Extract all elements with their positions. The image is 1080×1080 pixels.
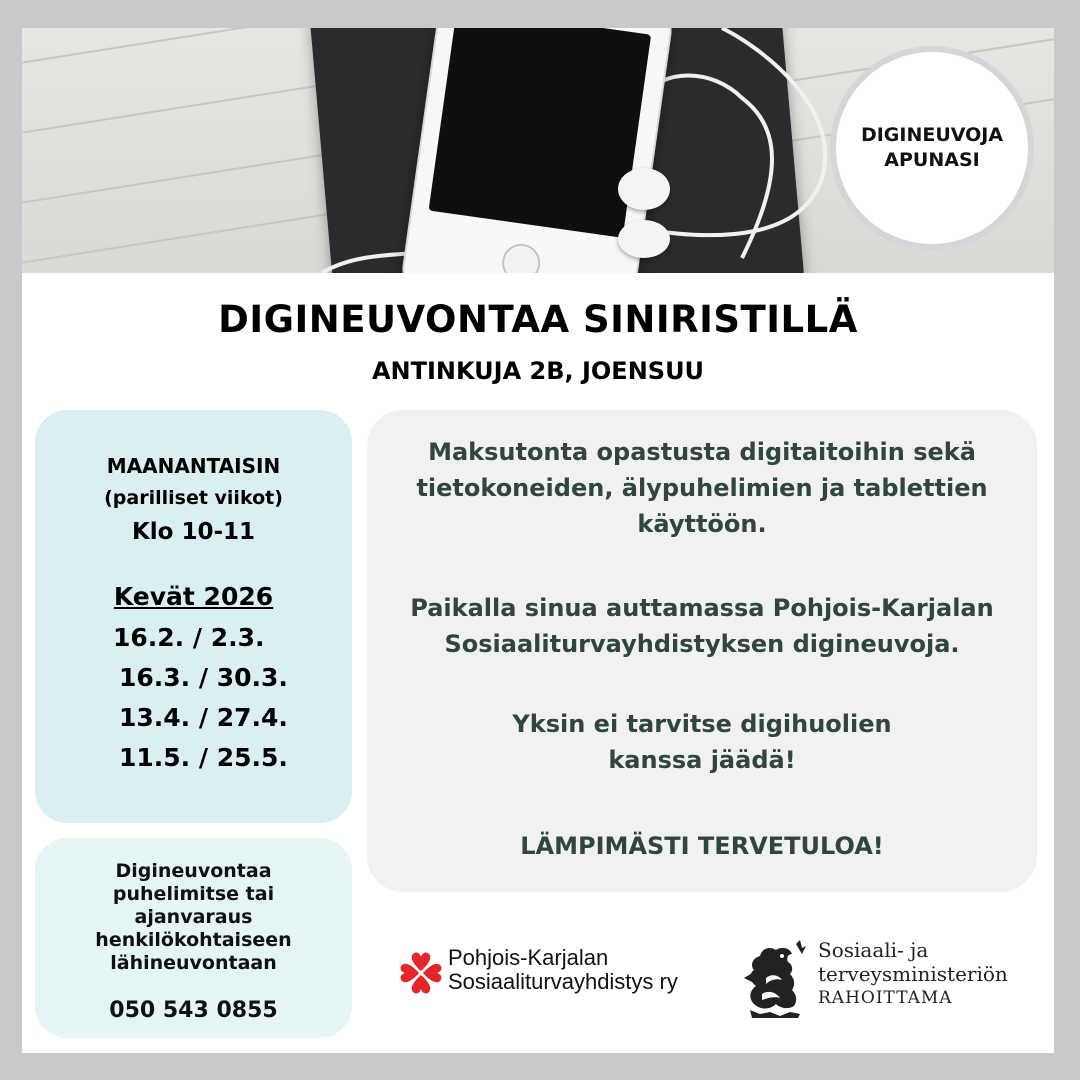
stm-logo-line: Sosiaali- ja	[818, 938, 929, 962]
earbud-icon	[618, 220, 670, 258]
date-item: 16.2. / 2.3.	[113, 623, 265, 652]
schedule-day: MAANANTAISIN	[106, 454, 281, 478]
schedule-box	[35, 410, 352, 823]
phone-service-line: Digineuvontaa	[115, 860, 272, 882]
phone-service-line: henkilökohtaiseen	[95, 929, 292, 951]
phone-number: 050 543 0855	[109, 998, 278, 1023]
earbud-icon	[618, 168, 670, 210]
phone-service-line: lähineuvontaan	[110, 952, 277, 974]
date-item: 13.4. / 27.4.	[119, 703, 288, 732]
address: ANTINKUJA 2B, JOENSUU	[371, 357, 705, 385]
stm-funding-logo	[740, 934, 1040, 1024]
page-title: DIGINEUVONTAA SINIRISTILLÄ	[218, 298, 858, 341]
phone-service-line: ajanvaraus	[134, 906, 253, 928]
phone-service-box	[35, 838, 352, 1038]
info-paragraph-advisor: Paikalla sinua auttamassa Pohjois-Karjalan Sosiaaliturvayhdistyksen digineuvoja.	[410, 594, 994, 658]
schedule-time: Klo 10-11	[131, 519, 256, 545]
schedule-season: Kevät 2026	[113, 582, 274, 611]
info-box	[367, 410, 1037, 892]
info-paragraph-services: Maksutonta opastusta digitaitoihin sekä tietokoneiden, älypuhelimien ja tablettien käyttöön.	[416, 438, 988, 538]
info-welcome: LÄMPIMÄSTI TERVETULOA!	[520, 832, 884, 860]
red-four-heart-clover-icon	[398, 950, 444, 996]
schedule-weeks: (parilliset viikot)	[104, 487, 283, 509]
info-paragraph-encouragement: Yksin ei tarvitse digihuolien kanssa jäädä!	[512, 710, 892, 774]
hero-photo	[22, 28, 1054, 273]
date-item: 16.3. / 30.3.	[119, 663, 288, 692]
finnish-lion-icon	[740, 938, 810, 1018]
phone-service-line: puhelimitse tai	[112, 883, 275, 905]
pk-logo-line: Sosiaaliturvayhdistys ry	[448, 969, 678, 994]
date-item: 11.5. / 25.5.	[119, 743, 288, 772]
pk-sosiaaliturvayhdistys-logo	[394, 944, 724, 1014]
badge-text: DIGINEUVOJA APUNASI	[860, 124, 1004, 171]
pk-logo-line: Pohjois-Karjalan	[448, 945, 609, 970]
date-list	[101, 618, 341, 778]
badge-circle	[830, 46, 1034, 250]
stm-logo-line: terveysministeriön	[818, 962, 1008, 986]
stm-logo-line: RAHOITTAMA	[818, 988, 953, 1008]
poster	[22, 28, 1054, 1053]
